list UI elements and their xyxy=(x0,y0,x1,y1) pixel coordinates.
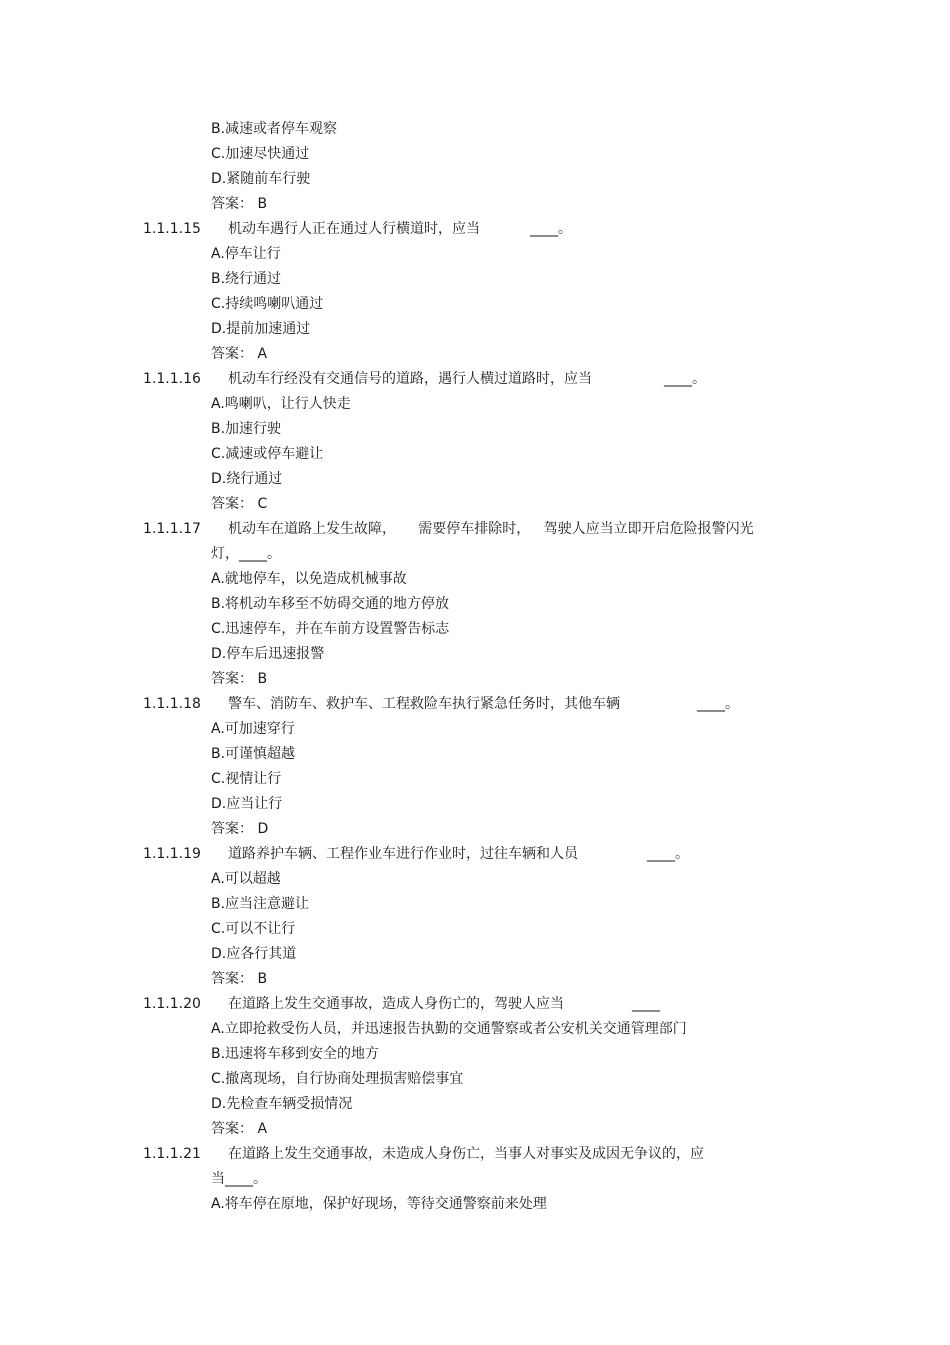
question-number: 1.1.1.16 xyxy=(143,371,201,387)
option-text: C.减速或停车避让 xyxy=(211,446,324,462)
option-text: D.绕行通过 xyxy=(211,471,283,487)
option-text: C.视情让行 xyxy=(211,771,282,787)
question-text: 机动车遇行人正在通过人行横道时，应当 xyxy=(228,221,480,237)
question-text: 在道路上发生交通事故，造成人身伤亡的，驾驶人应当 xyxy=(228,996,564,1012)
question-text-continued: 当____。 xyxy=(211,1171,267,1187)
option-text: D.停车后迅速报警 xyxy=(211,646,325,662)
option-text: B.加速行驶 xyxy=(211,421,282,437)
question-number: 1.1.1.17 xyxy=(143,521,201,537)
answer-text: 答案： D xyxy=(211,821,269,837)
answer-text: 答案： A xyxy=(211,1121,268,1137)
answer-blank: ____。 xyxy=(647,846,689,862)
answer-text: 答案： B xyxy=(211,671,268,687)
option-text: B.应当注意避让 xyxy=(211,896,310,912)
option-text: A.立即抢救受伤人员，并迅速报告执勤的交通警察或者公安机关交通管理部门 xyxy=(211,1021,687,1037)
option-text: D.紧随前车行驶 xyxy=(211,171,311,187)
option-text: C.迅速停车，并在车前方设置警告标志 xyxy=(211,621,450,637)
option-text: A.就地停车，以免造成机械事故 xyxy=(211,571,407,587)
option-text: B.绕行通过 xyxy=(211,271,282,287)
option-text: D.提前加速通过 xyxy=(211,321,311,337)
option-text: C.持续鸣喇叭通过 xyxy=(211,296,324,312)
answer-blank: ____。 xyxy=(697,696,739,712)
question-text: 机动车行经没有交通信号的道路，遇行人横过道路时，应当 xyxy=(228,371,592,387)
question-text: 警车、消防车、救护车、工程救险车执行紧急任务时，其他车辆 xyxy=(228,696,620,712)
answer-blank: ____。 xyxy=(664,371,706,387)
option-text: A.停车让行 xyxy=(211,246,281,262)
answer-blank: ____ xyxy=(632,996,660,1012)
question-number: 1.1.1.15 xyxy=(143,221,201,237)
answer-text: 答案： B xyxy=(211,971,268,987)
question-text-continued: 灯，____。 xyxy=(211,546,281,562)
question-number: 1.1.1.20 xyxy=(143,996,201,1012)
answer-text: 答案： B xyxy=(211,196,268,212)
answer-text: 答案： C xyxy=(211,496,268,512)
option-text: B.可谨慎超越 xyxy=(211,746,296,762)
option-text: C.加速尽快通过 xyxy=(211,146,310,162)
answer-text: 答案： A xyxy=(211,346,268,362)
question-text: 在道路上发生交通事故，未造成人身伤亡，当事人对事实及成因无争议的，应 xyxy=(228,1146,704,1162)
option-text: A.可加速穿行 xyxy=(211,721,295,737)
option-text: C.撤离现场，自行协商处理损害赔偿事宜 xyxy=(211,1071,464,1087)
question-number: 1.1.1.18 xyxy=(143,696,201,712)
question-text: 道路养护车辆、工程作业车进行作业时，过往车辆和人员 xyxy=(228,846,578,862)
option-text: A.将车停在原地，保护好现场，等待交通警察前来处理 xyxy=(211,1196,547,1212)
option-text: A.可以超越 xyxy=(211,871,281,887)
option-text: D.应当让行 xyxy=(211,796,283,812)
question-number: 1.1.1.19 xyxy=(143,846,201,862)
option-text: C.可以不让行 xyxy=(211,921,296,937)
option-text: D.应各行其道 xyxy=(211,946,297,962)
answer-blank: ____。 xyxy=(530,221,572,237)
option-text: A.鸣喇叭，让行人快走 xyxy=(211,396,351,412)
option-text: D.先检查车辆受损情况 xyxy=(211,1096,353,1112)
option-text: B.减速或者停车观察 xyxy=(211,121,338,137)
option-text: B.迅速将车移到安全的地方 xyxy=(211,1046,380,1062)
question-number: 1.1.1.21 xyxy=(143,1146,201,1162)
option-text: B.将机动车移至不妨碍交通的地方停放 xyxy=(211,596,450,612)
question-text: 机动车在道路上发生故障， 需要停车排除时， 驾驶人应当立即开启危险报警闪光 xyxy=(228,521,754,537)
